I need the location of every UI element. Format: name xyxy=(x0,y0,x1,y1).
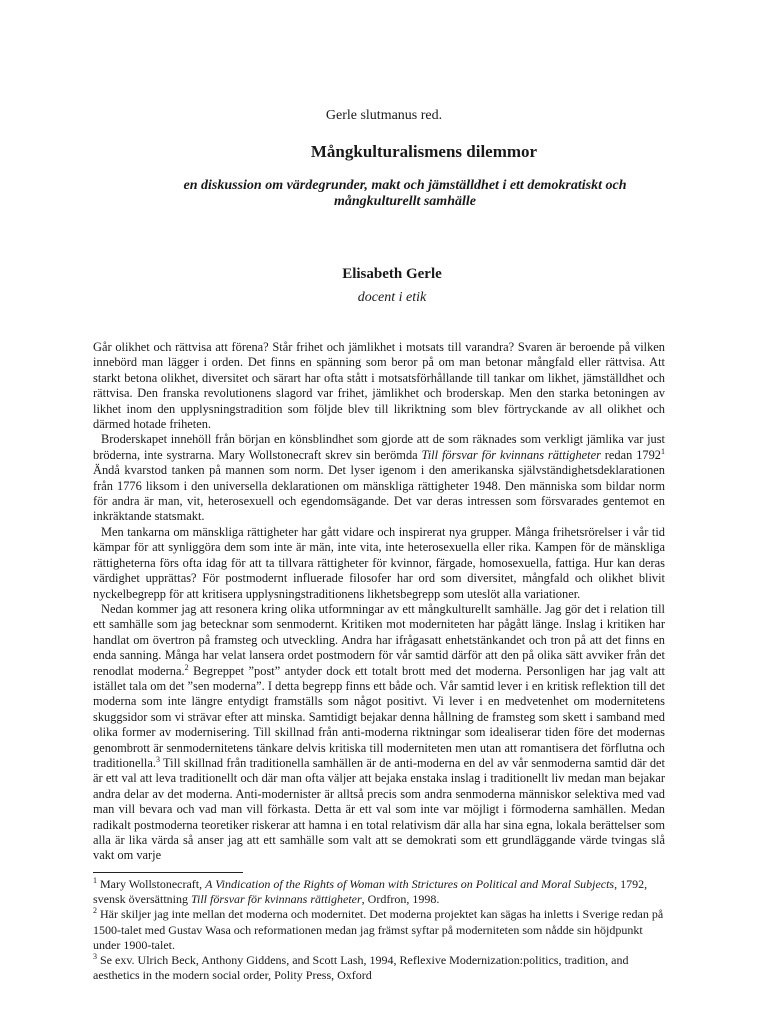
footnote-divider xyxy=(93,872,243,873)
paragraph-3: Men tankarna om mänskliga rättigheter har gått vidare och inspirerat nya grupper. Många frihetsrörelser i vår tid kämpar för att synliggöra dem som inte är män, inte vita, inte heterosexuella eller rika. Kampen för de mänskliga rättigheterna förs ofta idag för att ta tillvara rättigheter för kvinnor, färgade, homosexuella, fattiga. Hur kan deras värdighet upprättas? För postmodernt influerade filosofer har ord som diversitet, mångfald och olikhet blivit nyckelbegrepp för att kritisera upplysningstraditionens likhetsbegrepp som uteslöt alla variationer. xyxy=(93,524,665,601)
footnote-3: $^3$ Se exv. Ulrich Beck, Anthony Giddens, and Scott Lash, 1994, Reflexive Modernization:politics, tradition, and aesthetics in the modern social order, Polity Press, Oxford xyxy=(93,952,629,983)
paragraph-2: Broderskapet innehöll från början en könsblindhet som gjorde att de som räknades som verkligt jämlika var just bröderna, inte systrarna. Mary Wollstonecraft skrev sin berömda Till försvar för kvinnans rättigheter redan 1792$^1$ Ändå kvarstod tanken på mannen som norm. Det lyser igenom i den amerikanska självständighetsdeklarationen från 1776 liksom i den universella deklarationen om mänskliga rättigheter 1948. Den människa som bildar norm för andra är man, vit, heterosexuell och egendomsägande. Det var deras intressen som försvarades gentemot en inkräktande statsmakt. xyxy=(93,432,665,524)
footnote-ref-3[interactable]: 3 xyxy=(155,754,160,764)
author-role: docent i etik xyxy=(357,290,427,305)
paragraph-1: Går olikhet och rättvisa att förena? Står frihet och jämlikhet i motsats till varandra? Svaren är beroende på vilken innebörd man lägger i orden. Det finns en spänning som beror på om man betonar mångfald eller rättvisa. Att starkt betona olikhet, diversitet och särart har ofta stått i motsatsförhållande till tankar om likhet, jämställdhet och rättvisa. Den franska revolutionens slagord var frihet, jämlikhet och broderskap. Men den starka betoningen av likhet inom den upplysningstradition som följde blev till likriktning som blev förtryckande av all olikhet och därmed hotade friheten. xyxy=(93,340,665,432)
footnote-2: $^2$ Här skiljer jag inte mellan det moderna och modernitet. Det moderna projektet kan sägas ha inletts i Sverige redan på 1500-talet med Gustav Wasa och reformationen medan jag främst syftar på moderniteten som nådde sin höjdpunkt under 1900-talet. xyxy=(93,906,664,952)
document-title: Mångkulturalismens dilemmor xyxy=(310,142,538,161)
body-text xyxy=(93,340,665,864)
paragraph-4: Nedan kommer jag att resonera kring olika utformningar av ett mångkulturellt samhälle. Jag gör det i relation till ett samhälle som jag betecknar som senmodernt. Kritiken mot moderniteten har pågått länge. Inslag i kritiken har handlat om övertron på framsteg och utveckling. Andra har ifrågasatt enhetstänkandet och tron på att det finns en enda sanning. Många har velat lansera ordet postmodern för vår samtid därför att den på olika sätt avviker från det renodlat moderna.$^2$ Begreppet ”post” antyder dock ett totalt brott med det moderna. Personligen har jag valt att istället tala om det ”sen moderna”. I detta begrepp finns ett både och. Vår samtid lever i en kritisk reflektion till det moderna som inte längre entydigt framställs som något positivt. Vi lever i en medvetenhet om modernitetens skuggsidor som vi strävar efter att minska. Samtidigt bejakar denna hållning de framsteg som skett i samband med olika former av modernisering. Till skillnad från anti-moderna riktningar som idealiserar tiden före det modernas genombrott är senmodernitetens tänkare delvis kritiska till moderniteten men utan att romantisera det förflutna och traditionella.$^3$ Till skillnad från traditionella samhällen är de anti-moderna en del av vår senmoderna samtid där det är ett val att leva traditionellt och där man ofta väljer att bejaka enstaka inslag i traditionellt liv medan man bejakar andra delar av det moderna. Anti-modernister är alltså precis som andra senmoderna människor selektiva med vad man vill bevara och vad man vill förkasta. Detta är ett val som inte var möjligt i förmoderna samhällen. Medan radikalt postmoderna teoretiker riskerar att hamna i en total relativism där alla har sina egna, lokala berättelser som alla är lika värda så anser jag att ett samhälle som valt att se demokrati som ett grundläggande värde tvingas slå vakt om varje xyxy=(93,601,665,863)
footnote-1: $^1$ Mary Wollstonecraft, A Vindication of the Rights of Woman with Strictures on Political and Moral Subjects, 1792, svensk översättning Till försvar för kvinnans rättigheter, Ordfron, 1998. xyxy=(93,876,648,907)
footnote-ref-2[interactable]: 2 xyxy=(184,662,189,672)
book-title: Till försvar för kvinnans rättigheter xyxy=(421,447,601,462)
document-subtitle: en diskussion om värdegrunder, makt och jämställdhet i ett demokratiskt och mångkulturellt samhälle xyxy=(183,178,627,209)
footnote-ref-1[interactable]: 1 xyxy=(661,446,665,456)
editor-note: Gerle slutmanus red. xyxy=(325,108,443,123)
footnotes xyxy=(93,877,665,983)
author-name: Elisabeth Gerle xyxy=(342,266,442,282)
